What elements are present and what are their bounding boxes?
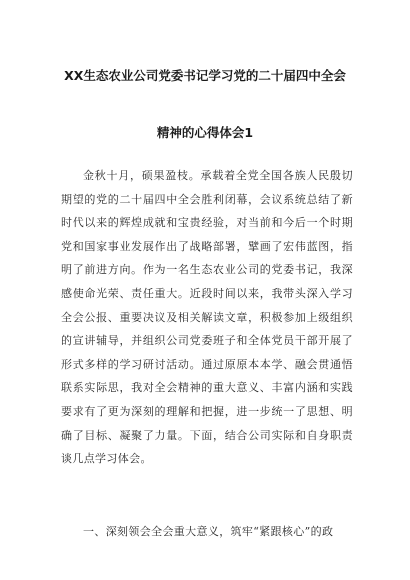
document-title-line-2: 精神的心得体会1 (156, 125, 254, 140)
section-heading-1: 一、深刻领会全会重大意义，筑牢“紧跟核心”的政 (83, 525, 334, 538)
body-paragraph-intro: 金秋十月，硕果盈枝。承载着全党全国各族人民殷切期望的党的二十届四中全会胜利闭幕，会议系统总结了新时代以来的辉煌成就和宝贵经验，对当前和今后一个时期党和国家事业发展作出了战略部署，擘画了宏伟蓝图，指明了前进方向。作为一名生态农业公司的党委书记，我深感使命光荣、责任重大。近段时间以来，我带头深入学习全会公报、重要决议及相关解读文章，积极参加上级组织的宣讲辅导，并组织公司党委班子和全体党员干部开展了形式多样的学习研讨活动。通过原原本本学、融会贯通悟联系实际思，我对全会精神的重大意义、丰富内涵和实践要求有了更为深刻的理解和把握，进一步统一了思想、明确了目标、凝聚了力量。下面，结合公司实际和自身职责谈几点学习体会。 (61, 169, 353, 466)
document-title-line-1: XX生态农业公司党委书记学习党的二十届四中全会 (64, 68, 346, 83)
